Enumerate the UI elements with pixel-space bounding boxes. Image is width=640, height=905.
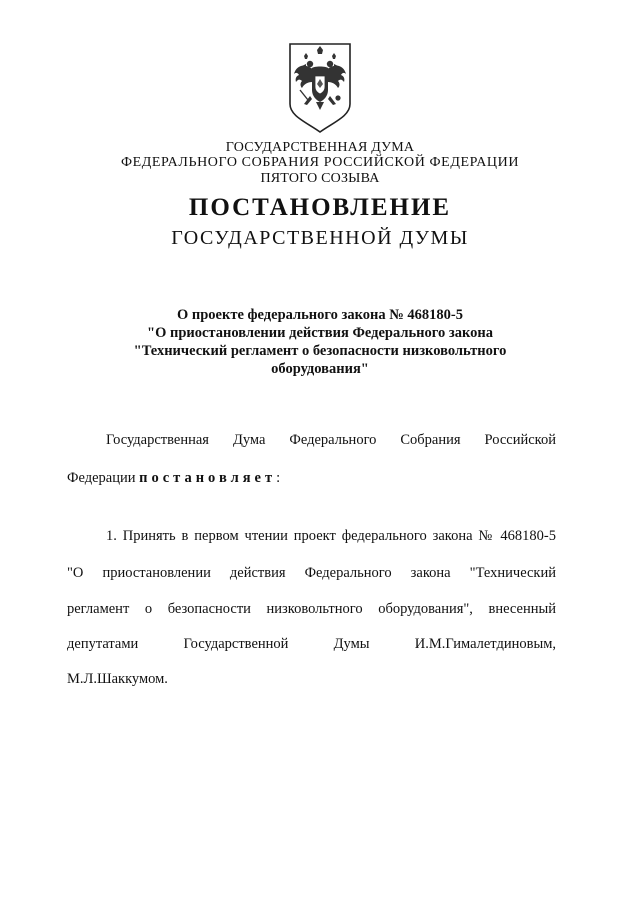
header-convocation: ПЯТОГО СОЗЫВА — [260, 171, 380, 186]
preamble-resolves: постановляет — [139, 470, 277, 486]
preamble-colon: : — [276, 470, 281, 486]
item1-line-2: "О приостановлении действия Федерального закона "Технический — [67, 565, 556, 581]
title-line-3: "Технический регламент о безопасности низковольтного — [133, 343, 507, 359]
item1-line-5: М.Л.Шаккумом. — [67, 671, 168, 687]
preamble-federation: Федерации — [67, 470, 140, 486]
coat-of-arms-icon — [284, 40, 356, 134]
title-line-2: "О приостановлении действия Федерального закона — [147, 325, 493, 341]
document-type: ПОСТАНОВЛЕНИЕ — [188, 194, 452, 221]
title-line-4: оборудования" — [271, 361, 369, 377]
item1-line-3: регламент о безопасности низковольтного оборудования", внесенный — [67, 601, 556, 617]
title-line-1: О проекте федерального закона № 468180-5 — [176, 307, 464, 323]
preamble-line-1: Государственная Дума Федерального Собрания Российской — [106, 432, 556, 448]
document-issuer: ГОСУДАРСТВЕННОЙ ДУМЫ — [171, 227, 469, 249]
preamble-line-2 — [67, 469, 556, 487]
item1-line-1: 1. Принять в первом чтении проект федерального закона № 468180-5 — [106, 528, 556, 544]
header-federal-assembly: ФЕДЕРАЛЬНОГО СОБРАНИЯ РОССИЙСКОЙ ФЕДЕРАЦИИ — [120, 155, 520, 170]
header-duma: ГОСУДАРСТВЕННАЯ ДУМА — [225, 140, 415, 155]
item1-line-4: депутатами Государственной Думы И.М.Гималетдиновым, — [67, 636, 556, 652]
